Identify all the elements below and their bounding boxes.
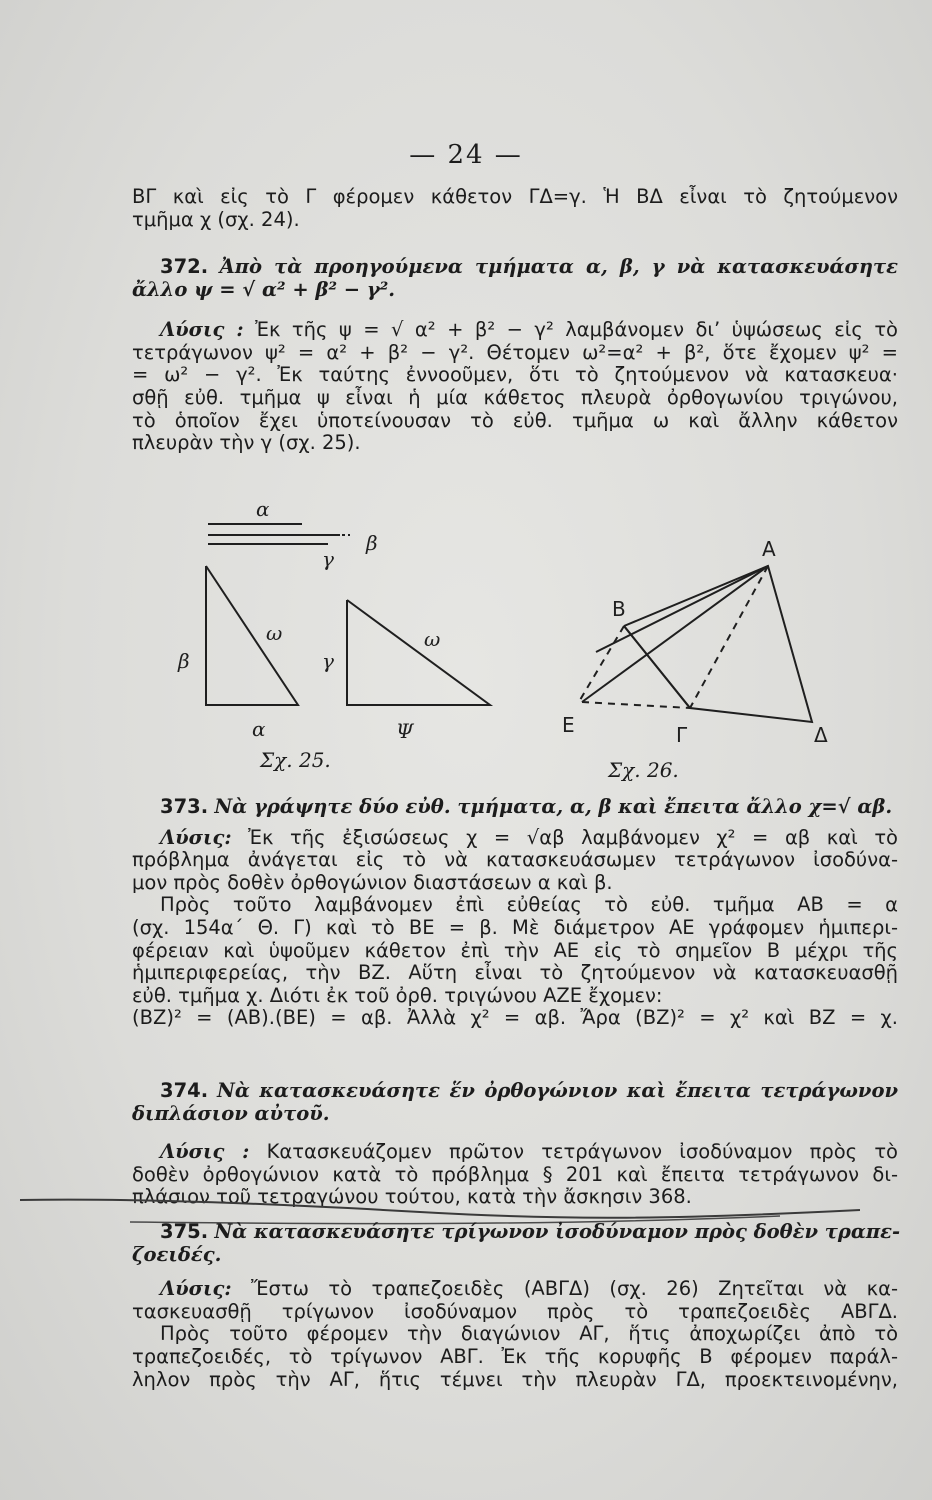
label-B: Β bbox=[612, 597, 626, 621]
solution-label: Λύσις: bbox=[160, 825, 232, 849]
solution-label: Λύσις : bbox=[160, 1140, 250, 1164]
label-alpha-bottom: α bbox=[252, 717, 266, 741]
text-line: φέρειαν καὶ ὑψοῦμεν κάθετον ἐπὶ τὴν ΑΕ εἰς τὸ σημεῖον Β μέχρι τῆς bbox=[132, 938, 898, 962]
text-line: Πρὸς τοῦτο λαμβάνομεν ἐπὶ εὐθείας τὸ εὐθ. τμῆμα ΑΒ = α bbox=[160, 893, 898, 917]
line-AE bbox=[582, 566, 768, 702]
triangle-1 bbox=[206, 566, 298, 705]
text-line: τραπεζοειδές, τὸ τρίγωνον ΑΒΓ. Ἐκ τῆς κορυφῆς Β φέρομεν παράλ- bbox=[132, 1344, 898, 1368]
text-line: δοθὲν ὀρθογώνιον κατὰ τὸ πρόβλημα § 201 καὶ ἔπειτα τετράγωνον δι- bbox=[132, 1162, 898, 1186]
exercise-number: 373. bbox=[160, 795, 209, 818]
exercise-375 bbox=[132, 1220, 901, 1391]
figure-25-labels bbox=[177, 497, 440, 743]
label-D: Δ bbox=[814, 723, 828, 747]
label-beta-left: β bbox=[178, 649, 190, 673]
text-line: μον πρὸς δοθὲν ὀρθογώνιον διαστάσεων α καὶ β. bbox=[132, 870, 613, 894]
figure-25-caption: Σχ. 25. bbox=[260, 748, 331, 772]
label-gamma-mid: γ bbox=[322, 547, 334, 571]
text-line: εὐθ. τμῆμα χ. Διότι ἐκ τοῦ ὀρθ. τριγώνου ΑΖΕ ἔχομεν: bbox=[132, 983, 663, 1007]
text-line: Πρὸς τοῦτο φέρομεν τὴν διαγώνιον ΑΓ, ἥτις ἀποχωρίζει ἀπὸ τὸ bbox=[160, 1322, 898, 1346]
text-line: ἡμιπεριφερείας, τὴν ΒΖ. Αὕτη εἶναι τὸ ζητούμενον νὰ κατασκευασθῇ bbox=[132, 961, 898, 985]
figure-26-caption: Σχ. 26. bbox=[608, 758, 679, 782]
label-alpha-top: α bbox=[256, 497, 270, 521]
text-line: τασκευασθῇ τρίγωνον ἰσοδύναμον πρὸς τὸ τραπεζοειδὲς ΑΒΓΔ. bbox=[132, 1299, 898, 1323]
exercise-number: 375. bbox=[160, 1220, 209, 1243]
line-BG bbox=[624, 626, 690, 708]
exercise-373 bbox=[132, 796, 898, 1030]
exercise-title-cont: ἄλλο ψ = √ α² + β² − γ². bbox=[132, 277, 396, 301]
trapezoid-ABGD bbox=[624, 566, 812, 722]
label-G: Γ bbox=[676, 723, 688, 747]
text-line: (σχ. 154α΄ Θ. Γ) καὶ τὸ ΒΕ = β. Μὲ διάμετρον ΑΕ γράφομεν ἡμιπερι- bbox=[132, 915, 898, 939]
text-line: ΒΓ καὶ εἰς τὸ Γ φέρομεν κάθετον ΓΔ=γ. Ἡ ΒΔ εἶναι τὸ ζητούμενον bbox=[132, 185, 898, 208]
text-line: τετράγωνον ψ² = α² + β² − γ². Θέτομεν ω²=α² + β², ὅτε ἔχομεν ψ² = bbox=[132, 340, 898, 364]
text-line: τὸ ὁποῖον ἔχει ὑποτείνουσαν τὸ εὐθ. τμῆμα ω καὶ ἄλλην κάθετον bbox=[132, 408, 898, 432]
text-line: = ω² − γ². Ἐκ ταύτης ἐννοοῦμεν, ὅτι τὸ ζητούμενον νὰ κατασκευα· bbox=[132, 363, 898, 387]
label-psi: Ψ bbox=[396, 719, 414, 743]
text-line: πρόβλημα ἀνάγεται εἰς τὸ νὰ κατασκευάσωμεν τετράγωνον ἰσοδύνα- bbox=[132, 848, 898, 872]
diagonal-AG bbox=[690, 566, 768, 708]
label-omega-2: ω bbox=[424, 627, 441, 651]
solution-label: Λύσις: bbox=[160, 1277, 232, 1301]
triangle-2 bbox=[347, 600, 490, 705]
text-line: Ἔστω τὸ τραπεζοειδὲς (ΑΒΓΔ) (σχ. 26) Ζητεῖται νὰ κα- bbox=[251, 1277, 898, 1301]
figure-26-drawing bbox=[580, 566, 812, 722]
text-line: πλάσιον τοῦ τετραγώνου τούτου, κατὰ τὴν ἄσκησιν 368. bbox=[132, 1185, 692, 1209]
text-line: (ΒΖ)² = (ΑΒ).(ΒΕ) = αβ. Ἀλλὰ χ² = αβ. Ἄρα (ΒΖ)² = χ² καὶ ΒΖ = χ. bbox=[132, 1006, 898, 1030]
figure-26-labels bbox=[562, 537, 828, 747]
text-line: ληλον πρὸς τὴν ΑΓ, ἥτις τέμνει τὴν πλευρὰν ΓΔ, προεκτεινομένην, bbox=[132, 1367, 898, 1391]
text-line: σθῇ εὐθ. τμῆμα ψ εἶναι ἡ μία κάθετος πλευρὰ ὀρθογωνίου τριγώνου, bbox=[132, 385, 898, 409]
exercise-title: Νὰ γράψητε δύο εὐθ. τμήματα, α, β καὶ ἔπειτα ἄλλο χ=√ αβ. bbox=[214, 795, 893, 818]
solution-label: Λύσις : bbox=[160, 318, 244, 342]
text-line: Κατασκευάζομεν πρῶτον τετράγωνον ἰσοδύναμον πρὸς τὸ bbox=[266, 1140, 898, 1164]
text-line: πλευρὰν τὴν γ (σχ. 25). bbox=[132, 431, 361, 455]
text-line: Ἐκ τῆς ψ = √ α² + β² − γ² λαμβάνομεν δι’ ὑψώσεως εἰς τὸ bbox=[255, 318, 898, 342]
label-gamma-2: γ bbox=[322, 649, 334, 673]
extension-EG bbox=[582, 702, 690, 708]
exercise-title-cont: ζοειδές. bbox=[132, 1242, 222, 1266]
exercise-title: Νὰ κατασκευάσητε ἕν ὀρθογώνιον καὶ ἔπειτα τετράγωνον bbox=[217, 1079, 898, 1102]
text-line: Ἐκ τῆς ἐξισώσεως χ = √αβ λαμβάνομεν χ² = αβ καὶ τὸ bbox=[248, 825, 898, 849]
label-A: Α bbox=[762, 537, 776, 561]
figure-25-drawing bbox=[206, 524, 490, 705]
label-omega-1: ω bbox=[266, 621, 283, 645]
exercise-title: Νὰ κατασκευάσητε τρίγωνον ἰσοδύναμον πρὸς δοθὲν τραπε- bbox=[214, 1220, 901, 1243]
page-number: — 24 — bbox=[409, 140, 523, 170]
exercise-title-cont: διπλάσιον αὐτοῦ. bbox=[132, 1101, 330, 1125]
parallel-dashed bbox=[580, 626, 624, 700]
label-E: Ε bbox=[562, 713, 575, 737]
text-line: τμῆμα χ (σχ. 24). bbox=[132, 207, 300, 231]
exercise-number: 372. bbox=[160, 255, 209, 278]
exercise-number: 374. bbox=[160, 1079, 209, 1102]
exercise-title: Ἀπὸ τὰ προηγούμενα τμήματα α, β, γ νὰ κατασκευάσητε bbox=[219, 255, 899, 278]
label-beta-side: β bbox=[366, 531, 378, 555]
